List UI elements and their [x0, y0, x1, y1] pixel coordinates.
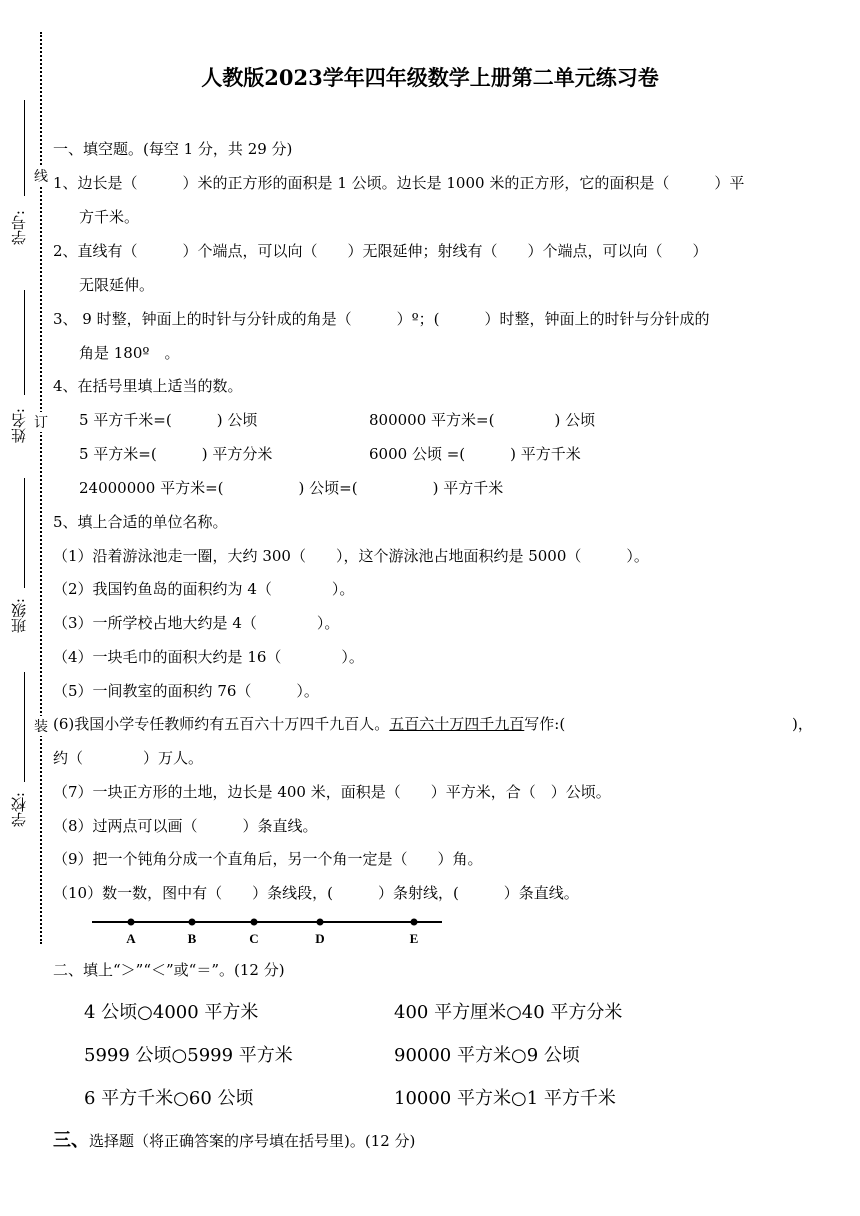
q5-item10: （10）数一数，图中有（ ）条线段，( ）条射线，( ）条直线。 — [53, 884, 579, 902]
compare-r3-right: 10000 平方米○1 平方千米 — [394, 1088, 616, 1109]
q5-item6-line2: 约（ ）万人。 — [53, 749, 204, 767]
name-blank — [24, 290, 25, 395]
line-figure — [90, 910, 450, 950]
q3-line2: 角是 180º 。 — [79, 344, 180, 362]
q5-item4: （4）一块毛巾的面积大约是 16（ ）。 — [53, 648, 364, 666]
class-blank — [24, 478, 25, 588]
point-b-label: B — [187, 931, 197, 946]
point-d-dot — [317, 919, 324, 926]
q5-item9: （9）把一个钝角分成一个直角后，另一个角一定是（ ）角。 — [53, 850, 483, 868]
q1-line2: 方千米。 — [79, 208, 140, 226]
q4-row2-right: 6000 公顷 =( ) 平方千米 — [369, 445, 581, 463]
section3-text: 选择题（将正确答案的序号填在括号里)。(12 分) — [89, 1132, 416, 1150]
q4-row2-left: 5 平方米=( ) 平方分米 — [79, 445, 273, 463]
binding-mark-staple: 订 — [34, 412, 48, 432]
compare-r1-right: 400 平方厘米○40 平方分米 — [394, 1002, 623, 1023]
point-c-label: C — [249, 931, 259, 946]
q1-line1: 1、边长是（ ）米的正方形的面积是 1 公顷。边长是 1000 米的正方形，它的面积是（ ）平 — [53, 174, 745, 192]
q5-item8: （8）过两点可以画（ ）条直线。 — [53, 817, 318, 835]
q5-item6-underlined: 五百六十万四千九百 — [389, 715, 525, 733]
q4-row1-right: 800000 平方米=( ) 公顷 — [369, 411, 596, 429]
name-label: 姓名: — [10, 408, 28, 444]
point-e-label: E — [409, 931, 419, 946]
q5-item6-pre: (6)我国小学专任教师约有五百六十万四千九百人。 — [53, 715, 390, 733]
section3-number: 三、 — [53, 1130, 89, 1151]
q5-item2: （2）我国钓鱼岛的面积约为 4（ ）。 — [53, 580, 355, 598]
school-label: 学校: — [10, 792, 28, 828]
q2-line1: 2、直线有（ ）个端点，可以向（ ）无限延伸；射线有（ ）个端点，可以向（ ） — [53, 242, 708, 260]
q5-heading: 5、填上合适的单位名称。 — [53, 513, 228, 531]
q5-item1: （1）沿着游泳池走一圈，大约 300（ ），这个游泳池占地面积约是 5000（ ）。 — [53, 547, 649, 565]
student-id-blank — [24, 100, 25, 196]
q5-item5: （5）一间教室的面积约 76（ ）。 — [53, 682, 319, 700]
q5-item6-end: )， — [792, 715, 813, 733]
student-id-label: 学号: — [10, 210, 28, 246]
q4-row1-left: 5 平方千米=( ) 公顷 — [79, 411, 258, 429]
q5-item6-post: 写作:( — [524, 715, 566, 733]
section1-heading: 一、填空题。(每空 1 分，共 29 分) — [53, 140, 293, 158]
point-c-dot — [251, 919, 258, 926]
page-title: 人教版2023学年四年级数学上册第二单元练习卷 — [201, 65, 659, 90]
compare-r1-left: 4 公顷○4000 平方米 — [84, 1002, 259, 1023]
compare-r3-left: 6 平方千米○60 公顷 — [84, 1088, 254, 1109]
q3-line1: 3、 9 时整，钟面上的时针与分针成的角是（ ）º；( ）时整，钟面上的时针与分针成的 — [53, 310, 710, 328]
compare-r2-right: 90000 平方米○9 公顷 — [394, 1045, 580, 1066]
q4-heading: 4、在括号里填上适当的数。 — [53, 377, 243, 395]
q5-item7: （7）一块正方形的土地，边长是 400 米，面积是（ ）平方米，合（ ）公顷。 — [53, 783, 611, 801]
point-a-dot — [128, 919, 135, 926]
q5-item6-line1 — [53, 713, 565, 734]
section2-heading: 二、填上“＞”“＜”或“＝”。(12 分) — [53, 961, 285, 979]
class-label: 班级: — [10, 598, 28, 634]
binding-mark-line: 线 — [34, 166, 48, 186]
compare-r2-left: 5999 公顷○5999 平方米 — [84, 1045, 293, 1066]
binding-mark-bind: 装 — [34, 716, 48, 736]
point-d-label: D — [315, 931, 325, 946]
point-b-dot — [189, 919, 196, 926]
section3-heading — [53, 1126, 415, 1152]
point-a-label: A — [126, 931, 136, 946]
q2-line2: 无限延伸。 — [79, 276, 155, 294]
point-e-dot — [411, 919, 418, 926]
q4-row3: 24000000 平方米=( ) 公顷=( ) 平方千米 — [79, 479, 504, 497]
school-blank — [24, 672, 25, 782]
q5-item3: （3）一所学校占地大约是 4（ ）。 — [53, 614, 340, 632]
